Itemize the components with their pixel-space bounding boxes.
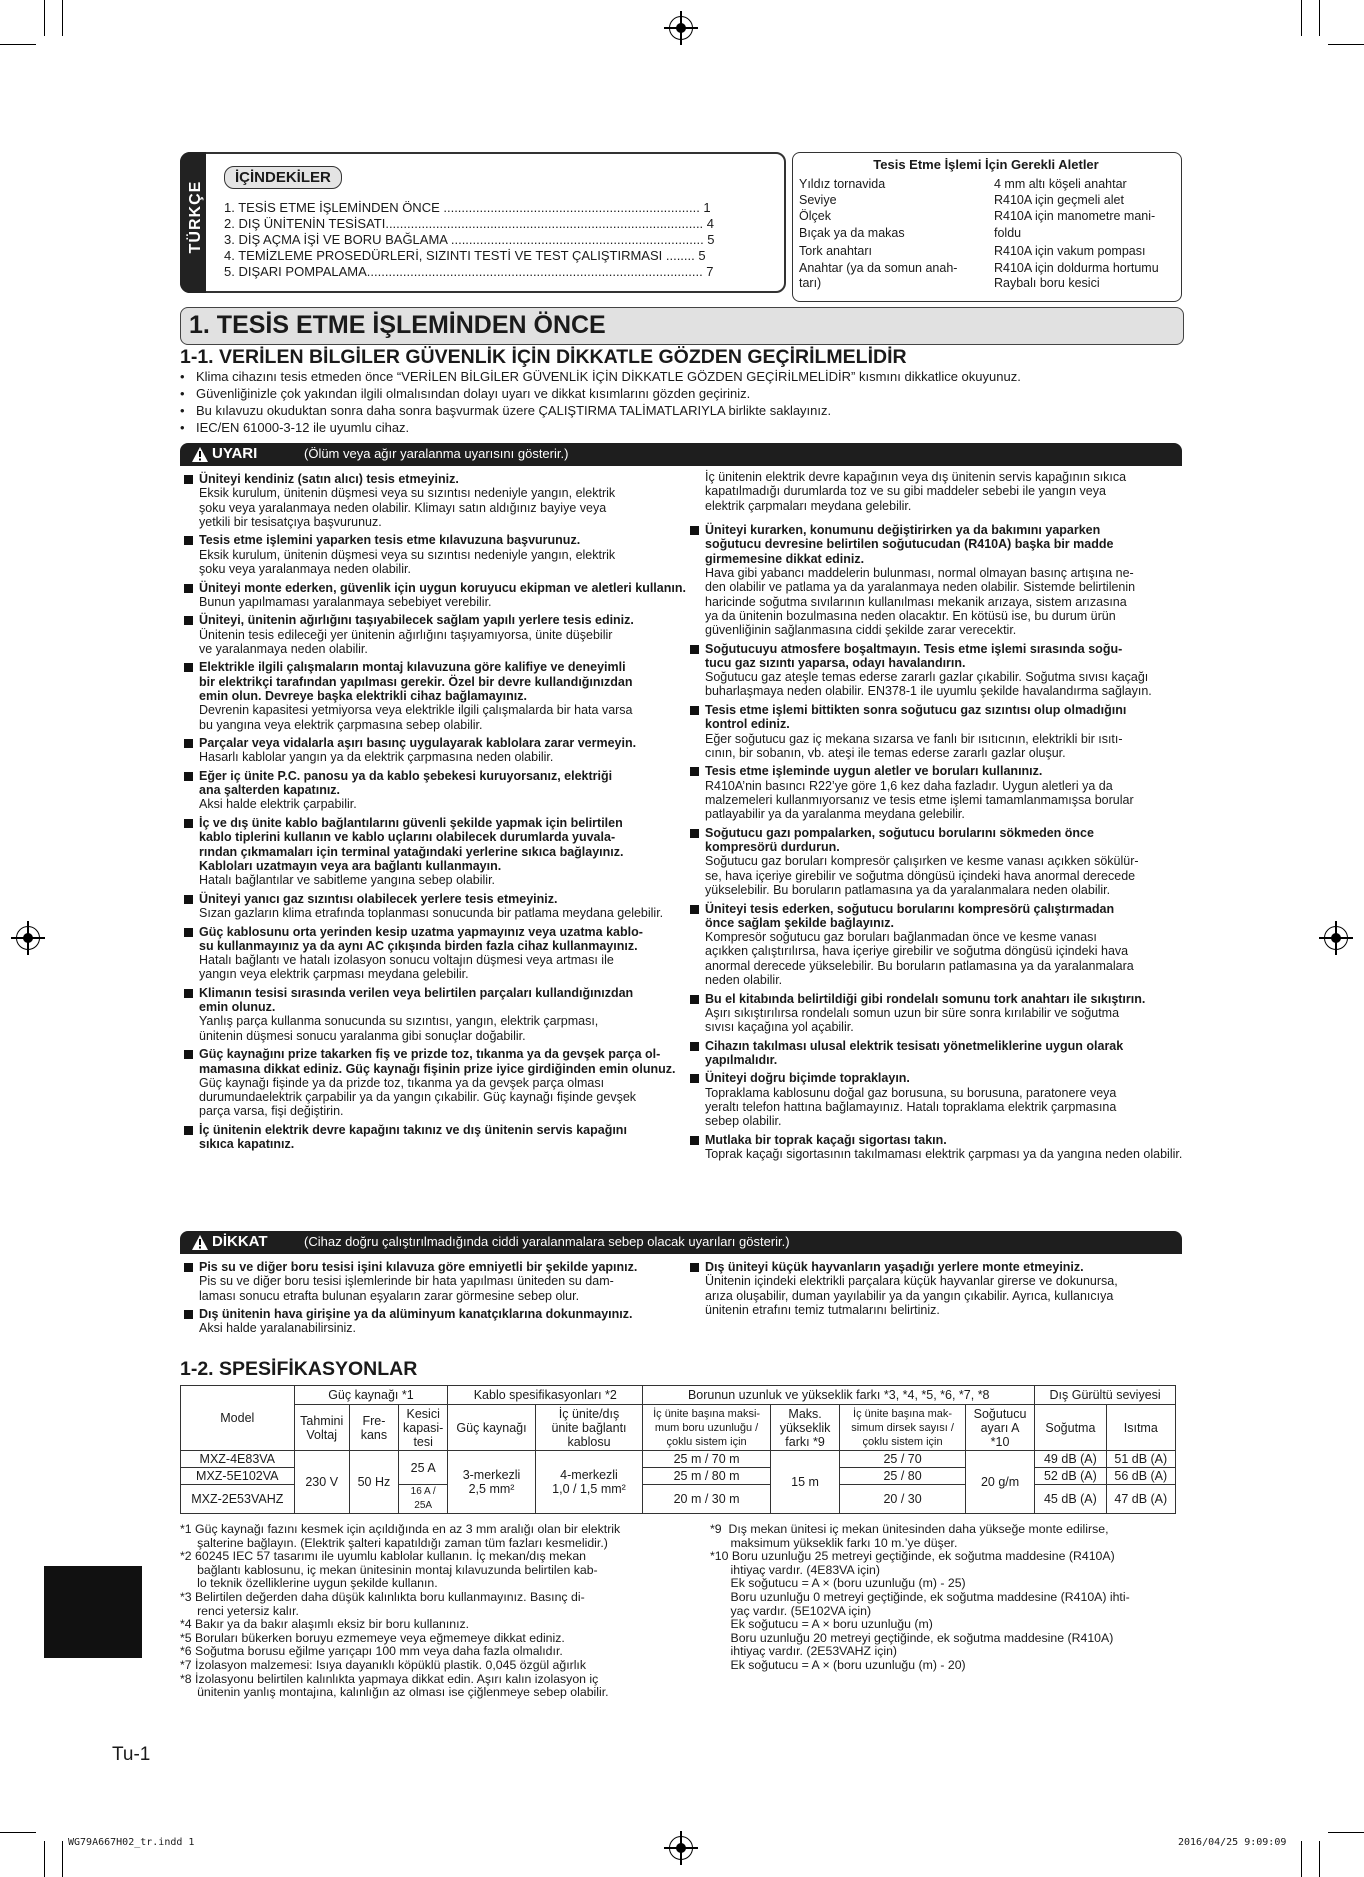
safety-item-text: Eksik kurulum, ünitenin düşmesi veya su sızıntısı nedeniyle yangın, elektrik (199, 486, 616, 501)
safety-item (690, 703, 1180, 760)
cell-frequency: 50 Hz (349, 1451, 398, 1514)
safety-item-text: yetkili bir tesisatçıya başvurunuz. (199, 514, 382, 529)
subsection-title: 1-1. VERİLEN BİLGİLER GÜVENLİK İÇİN DİKKATLE GÖZDEN GEÇİRİLMELİDİR (180, 346, 907, 368)
safety-item-text: durumundaelektrik çarpabilir ya da yangın çıkabilir. Güç kaynağı fişinde gevşek (199, 1090, 637, 1105)
safety-item-text: kapatılmadığı durumlarda toz ve su gibi maddeler sebebi ile yangın veya (705, 484, 1106, 499)
safety-item-text: Topraklama kablosunu doğal gaz borusuna, su borusuna, paratonere veya (705, 1085, 1117, 1100)
safety-item-heading: İç ve dış ünite kablo bağlantılarını güvenli şekilde yapmak için belirtilen (199, 816, 623, 830)
th-breaker: Kesici kapasi- tesi (399, 1405, 448, 1451)
safety-item-text: Devrenin kapasitesi yetmiyorsa veya elektrikle ilgili çalışmalarda bir hata varsa (199, 703, 633, 718)
tool-item: Ölçek (799, 209, 831, 223)
safety-item-text: Hasarlı kablolar yangın ya da elektrik çarpmasına neden olabilir. (199, 750, 554, 765)
safety-item-heading: Tesis etme işleminde uygun aletler ve boruları kullanınız. (705, 764, 1043, 779)
footnote-line: renci yetersiz kalır. (180, 1603, 299, 1618)
registration-mark-icon (669, 1836, 693, 1860)
safety-item-text: neden olabilir. (705, 973, 783, 987)
safety-item-text: buharlaşmaya neden olabilir. EN378-1 ile uyumlu şekilde havalandırma sağlayın. (705, 684, 1152, 699)
safety-item (690, 1071, 1180, 1128)
crop-mark (1301, 0, 1302, 36)
cell-bends: 25 / 70 (840, 1451, 966, 1468)
footnote-line: ihtiyaç vardır. (2E53VAHZ için) (710, 1644, 898, 1659)
safety-item-heading: kompresörü durdurun. (705, 840, 840, 855)
safety-item-text: İç ünitenin elektrik devre kapağının veya dış ünitenin servis kapağının sıkıca (705, 470, 1127, 484)
cell-connection: 4-merkezli 1,0 / 1,5 mm² (535, 1451, 643, 1514)
page-thumb-tab (44, 1566, 142, 1658)
cell-bends: 25 / 80 (840, 1468, 966, 1485)
safety-item-heading: Kabloları uzatmayın veya ara bağlantı kullanmayın. (199, 858, 502, 873)
safety-item-text: sıvısı kaçağına yol açabilir. (705, 1020, 854, 1035)
cell-heating: 56 dB (A) (1106, 1468, 1175, 1485)
square-bullet-icon (184, 584, 193, 593)
safety-item (184, 986, 680, 1043)
square-bullet-icon (184, 819, 193, 828)
footnote-line: *3 Belirtilen değerden daha düşük kalınlıkta boru kullanmayınız. Basınç di- (180, 1590, 585, 1604)
tool-item: R410A için geçmeli alet (994, 193, 1124, 207)
warning-desc: (Ölüm veya ağır yaralanma uyarısını gösterir.) (304, 446, 569, 461)
safety-item-heading: Güç kablosunu orta yerinden kesip uzatma yapmayınız veya uzatma kablo- (199, 924, 643, 939)
file-name: WG79A667H02_tr.indd 1 (68, 1837, 195, 1848)
safety-item-text: şoku veya yaralanmaya neden olabilir. (199, 561, 411, 576)
crop-mark (1328, 1832, 1364, 1833)
safety-item-text: açıkken çalıştırılırsa, hava içeriye girebilir ve soğutma döngüsü içindeki hava (705, 944, 1129, 959)
safety-item (184, 1047, 680, 1119)
safety-item (184, 1260, 680, 1303)
footnote-line: Ek soğutucu = A × (boru uzunluğu (m) - 25) (710, 1576, 966, 1591)
safety-item-text: elektrik çarpmaları meydana gelebilir. (705, 498, 912, 513)
th-supply: Güç kaynağı (448, 1405, 535, 1451)
safety-item-heading: Üniteyi monte ederken, güvenlik için uygun koruyucu ekipman ve aletleri kullanın. (199, 580, 686, 595)
safety-item-heading: Dış ünitenin hava girişine ya da alüminyum kanatçıklarına dokunmayınız. (199, 1306, 633, 1321)
th-pipe: Borunun uzunluk ve yükseklik farkı *3, *4, *5, *6, *7, *8 (643, 1386, 1035, 1405)
safety-item-text: ünitenin düşmesi sonucu yaralanma gibi sonuçlar doğabilir. (199, 1028, 526, 1043)
caution-label: DİKKAT (212, 1233, 268, 1250)
footnote-line: şalterine bağlayın. (Elektrik şalteri kapatıldığı zaman tüm fazları kesmelidir.) (180, 1535, 608, 1550)
toc-item[interactable]: 1. TESİS ETME İŞLEMİNDEN ÖNCE ....................................................................... 1 (224, 200, 711, 215)
tool-item: R410A için doldurma hortumu (994, 261, 1159, 275)
safety-item (184, 533, 680, 576)
square-bullet-icon (184, 928, 193, 937)
safety-item-text: Kompresör soğutucu gaz boruları bağlanmadan önce ve kesme vanası (705, 930, 1097, 945)
th-connection: İç ünite/dış ünite bağlantı kablosu (535, 1405, 643, 1451)
safety-item-heading: Tesis etme işlemini yaparken tesis etme kılavuzuna başvurunuz. (199, 533, 581, 548)
safety-item-text: Pis su ve diğer boru tesisi işlemlerinde bir hata yapılması üniteden su dam- (199, 1274, 614, 1289)
safety-item (690, 902, 1180, 988)
cell-breaker: 16 A / 25A (399, 1485, 448, 1514)
square-bullet-icon (184, 989, 193, 998)
footnote-line: *9 Dış mekan ünitesi iç mekan ünitesinden daha yükseğe monte edilirse, (710, 1522, 1109, 1536)
safety-item-text: ya da ünitenin bozulmasına neden olacaktır. En kötüsü ise, bu durum ürün (705, 608, 1116, 623)
footnote-line: *5 Boruları bükerken boruyu ezmemeye veya eğmemeye dikkat ediniz. (180, 1630, 565, 1645)
spec-table (180, 1385, 1176, 1514)
th-max-length: İç ünite başına maksi- mum boru uzunluğu / çoklu sistem için (643, 1405, 771, 1451)
safety-item-heading: bir elektrikçi tarafından yapılması gerekir. Özel bir devre kullandığınızdan (199, 674, 633, 689)
footnote-line: Ek soğutucu = A × (boru uzunluğu (m) - 20) (710, 1658, 966, 1672)
safety-item-heading: önce sağlam şekilde bağlayınız. (705, 915, 894, 930)
square-bullet-icon (184, 1310, 193, 1319)
bullet-item: • Klima cihazını tesis etmeden önce “VERİLEN BİLGİLER GÜVENLİK İÇİN DİKKATLE GÖZDEN GEÇİRİLMELİDİR” kısmını dikkatlice okuyunuz. (180, 369, 1021, 384)
footnote-line: lo teknik özelliklerine uygun şekilde kullanın. (180, 1576, 438, 1591)
tool-item: Anahtar (ya da somun anah- (799, 261, 958, 275)
footnote-line: bağlantı kablosunu, iç mekan ünitesinin montaj kılavuzunda belirtilen kab- (180, 1562, 598, 1577)
tool-item: foldu (994, 226, 1022, 240)
bullet-item: • IEC/EN 61000-3-12 ile uyumlu cihaz. (180, 420, 410, 435)
toc-item[interactable]: 5. DIŞARI POMPALAMA............................................................................................. 7 (224, 264, 714, 279)
safety-item-text: haricinde soğutma sıvılarının kullanılması mekanik arızaya, sistem arızasına (705, 594, 1127, 609)
safety-item-heading: yapılmalıdır. (705, 1052, 778, 1067)
safety-item-text: Eksik kurulum, ünitenin düşmesi veya su sızıntısı nedeniyle yangın, elektrik (199, 547, 616, 562)
square-bullet-icon (690, 1042, 699, 1051)
square-bullet-icon (184, 772, 193, 781)
footnote-line: *10 Boru uzunluğu 25 metreyi geçtiğinde, ek soğutma maddesine (R410A) (710, 1549, 1115, 1564)
safety-item-text: Soğutucu gaz boruları kompresör çalışırken ve kesme vanası açıkken sökülür- (705, 854, 1139, 869)
section-header (180, 307, 1184, 345)
cell-heating: 47 dB (A) (1106, 1485, 1175, 1514)
crop-mark (62, 1841, 63, 1877)
safety-item-text: anormal derecede yükselebilir. Bu boruların patlamasına ya da yaralanmalara (705, 958, 1134, 973)
safety-item-text: parça varsa, fişi değiştirin. (199, 1104, 344, 1119)
footnote-line: yaç vardır. (5E102VA için) (710, 1603, 872, 1618)
safety-item (184, 580, 686, 610)
safety-item-text: Ünitenin tesis edileceği yer ünitenin ağırlığını taşıyamıyorsa, ünite düşebilir (199, 627, 613, 642)
safety-item (184, 472, 680, 529)
safety-item-heading: Üniteyi yanıcı gaz sızıntısı olabilecek yerlere tesis etmeyiniz. (199, 891, 558, 906)
square-bullet-icon (184, 1050, 193, 1059)
footnote-line: ihtiyaç vardır. (4E83VA için) (710, 1562, 880, 1577)
square-bullet-icon (690, 706, 699, 715)
th-heating: Isıtma (1106, 1405, 1175, 1451)
toc-item[interactable]: 4. TEMİZLEME PROSEDÜRLERİ, SIZINTI TESTİ VE TEST ÇALIŞTIRMASI ........ 5 (224, 248, 706, 263)
safety-item-heading: Pis su ve diğer boru tesisi işini kılavuza göre emniyetli bir şekilde yapınız. (199, 1260, 638, 1274)
th-max-height: Maks. yükseklik farkı *9 (770, 1405, 839, 1451)
safety-item-text: yükselebilir. Bu boruların patlamasına ya da yaralanmalara neden olabilir. (705, 882, 1111, 897)
safety-item-text: Toprak kaçağı sigortasının takılmaması elektrik çarpması ya da yangına neden olabilir. (705, 1147, 1183, 1162)
safety-item-text: Güç kaynağı fişinde ya da prizde toz, tıkanma ya da gevşek parça olması (199, 1075, 605, 1090)
cell-model: MXZ-4E83VA (181, 1451, 295, 1468)
footnote-line: *6 Soğutma borusu eğilme yarıçapı 100 mm veya daha fazla olmalıdır. (180, 1644, 563, 1659)
safety-item-heading: İç ünitenin elektrik devre kapağını takınız ve dış ünitenin servis kapağını (199, 1123, 627, 1137)
safety-item (690, 523, 1180, 637)
cell-cooling: 49 dB (A) (1035, 1451, 1106, 1468)
safety-item (690, 992, 1180, 1035)
tool-item: tarı) (799, 276, 822, 290)
cell-charge: 20 g/m (965, 1451, 1034, 1514)
safety-item-text: patlayabilir ya da yaralanma meydana gelebilir. (705, 807, 965, 822)
tool-item: Seviye (799, 193, 837, 207)
safety-item-text: güvenliğinin sağlanmasına ciddi şekilde zarar verecektir. (705, 623, 1017, 638)
footnote-line: maksimum yükseklik farkı 10 m.’ye düşer. (710, 1535, 958, 1550)
safety-item-heading: Tesis etme işlemi bittikten sonra soğutucu gaz sızıntısı olup olmadığını (705, 703, 1127, 717)
toc-item[interactable]: 3. DİŞ AÇMA İŞİ VE BORU BAĞLAMA ...................................................................... 5 (224, 232, 715, 247)
crop-mark (0, 44, 36, 45)
registration-mark-icon (1324, 926, 1348, 950)
bullet-item: • Güvenliğinizle çok yakından ilgili olmalısından dolayı uyarı ve dikkat kısımlarını gözden geçiriniz. (180, 386, 751, 401)
safety-item-text: şoku veya yaralanmaya neden olabilir. Klimayı satın aldığınız bayiye veya (199, 500, 607, 515)
safety-item-heading: mamasına dikkat ediniz. Güç kaynağı fişinin prize iyice girdiğinden emin olunuz. (199, 1061, 676, 1076)
safety-item-text: sebep olabilir. (705, 1114, 782, 1129)
square-bullet-icon (184, 739, 193, 748)
safety-item (690, 1132, 1183, 1162)
cell-cooling: 45 dB (A) (1035, 1485, 1106, 1514)
tool-item: 4 mm altı köşeli anahtar (994, 177, 1127, 191)
safety-item-text: Eğer soğutucu gaz iç mekana sızarsa ve fanlı bir ısıtıcının, elektrikli bir ısıtı- (705, 731, 1123, 746)
square-bullet-icon (690, 905, 699, 914)
safety-item-heading: Elektrikle ilgili çalışmaların montaj kılavuzuna göre kalifiye ve deneyimli (199, 660, 626, 675)
th-cable: Kablo spesifikasyonları *2 (448, 1386, 643, 1405)
safety-item-text: Aşırı sıkıştırılırsa rondelalı somun uzun bir süre sonra kırılabilir ve soğutma (705, 1005, 1120, 1020)
th-power: Güç kaynağı *1 (294, 1386, 448, 1405)
safety-item-text: Hava gibi yabancı maddelerin bulunması, normal olmayan basınç artışına ne- (705, 565, 1134, 580)
safety-item-heading: Üniteyi, ünitenin ağırlığını taşıyabilecek sağlam yapılı yerlere tesis ediniz. (199, 613, 634, 628)
cell-length: 25 m / 80 m (643, 1468, 771, 1485)
safety-item (690, 826, 1180, 898)
safety-item-heading: rından çıkmamaları için terminal yatağındaki yerlerine sıkıca bağlayınız. (199, 844, 624, 859)
safety-item (184, 892, 680, 921)
square-bullet-icon (184, 536, 193, 545)
cell-length: 20 m / 30 m (643, 1485, 771, 1514)
footnote-line: *2 60245 IEC 57 tasarımı ile uyumlu kablolar kullanın. İç mekan/dış mekan (180, 1549, 587, 1564)
safety-item-heading: soğutucu devresine belirtilen soğutucudan (R410A) başka bir madde (705, 537, 1114, 552)
footnote-line: Boru uzunluğu 0 metreyi geçtiğinde, ek soğutma maddesine (R410A) ihti- (710, 1590, 1130, 1604)
footnote-line: *8 İzolasyonu belirtilen kalınlıkta yapmaya dikkat edin. Aşırı kalın izolasyon iç (180, 1671, 599, 1686)
cell-height: 15 m (770, 1451, 839, 1514)
language-tab (180, 152, 206, 293)
print-date: 2016/04/25 9:09:09 (1178, 1837, 1287, 1848)
registration-mark-icon (16, 926, 40, 950)
footnote-line: *7 İzolasyon malzemesi: Isıya dayanıklı köpüklü plastik. 0,045 özgül ağırlık (180, 1658, 587, 1672)
tool-item: Raybalı boru kesici (994, 276, 1100, 290)
section-title: 1. TESİS ETME İŞLEMİNDEN ÖNCE (189, 311, 606, 339)
square-bullet-icon (690, 829, 699, 838)
safety-item (690, 642, 1180, 699)
safety-item-heading: girmemesine dikkat ediniz. (705, 551, 865, 566)
safety-item-text: se, hava içeriye girebilir ve soğutma döngüsü içindeki hava anormal derecede (705, 868, 1136, 883)
safety-item-text: ünitenin etrafını temiz tutmalarını belirtiniz. (705, 1302, 940, 1317)
safety-item-heading: Üniteyi doğru biçimde topraklayın. (705, 1071, 910, 1086)
language-label: TÜRKÇE (187, 180, 204, 254)
bullet-text: Bu kılavuzu okuduktan sonra daha sonra başvurmak üzere ÇALIŞTIRMA TALİMATLARIYLA birlikte saklayınız. (196, 403, 832, 418)
safety-item-heading: Klimanın tesisi sırasında verilen veya belirtilen parçaları kullandığınızdan (199, 985, 634, 1000)
safety-item-text: arıza oluşabilir, duman yayılabilir ya da yangın çıkabilir. Ayrıca, kullanıcıya (705, 1288, 1114, 1303)
square-bullet-icon (184, 1126, 193, 1135)
safety-item (690, 1260, 1180, 1317)
safety-item-heading: Üniteyi kendiniz (satın alıcı) tesis etmeyiniz. (199, 472, 459, 486)
square-bullet-icon (690, 526, 699, 535)
crop-mark (44, 1841, 45, 1877)
tool-item: R410A için manometre mani- (994, 209, 1156, 223)
safety-item-heading: tucu gaz sızıntı yaparsa, odayı havalandırın. (705, 655, 966, 670)
safety-item-text: ve yaralanmaya neden olabilir. (199, 641, 368, 656)
square-bullet-icon (184, 663, 193, 672)
cell-voltage: 230 V (294, 1451, 349, 1514)
footnote-line: Boru uzunluğu 20 metreyi geçtiğinde, ek soğutma maddesine (R410A) (710, 1630, 1114, 1645)
safety-item-heading: Parçalar veya vidalarla aşırı basınç uygulayarak kablolara zarar vermeyin. (199, 736, 637, 751)
th-frequency: Fre- kans (349, 1405, 398, 1451)
safety-item-text: bu yangına veya elektrik çarpmasına sebep olabilir. (199, 717, 483, 732)
cell-model: MXZ-5E102VA (181, 1468, 295, 1485)
safety-item-heading: Üniteyi kurarken, konumunu değiştirirken ya da bakımını yaparken (705, 523, 1101, 537)
safety-item-text: Hatalı bağlantı ve hatalı izolasyon sonucu voltajın düşmesi veya artması ile (199, 953, 614, 968)
square-bullet-icon (690, 767, 699, 776)
crop-mark (0, 1832, 36, 1833)
square-bullet-icon (184, 895, 193, 904)
square-bullet-icon (184, 616, 193, 625)
safety-item-text: Hatalı bağlantılar ve sabitleme yangına sebep olabilir. (199, 873, 496, 888)
safety-item (184, 660, 680, 732)
square-bullet-icon (690, 1136, 699, 1145)
caution-desc: (Cihaz doğru çalıştırılmadığında ciddi yaralanmalara sebep olacak uyarıları gösterir.) (304, 1234, 790, 1249)
cell-heating: 51 dB (A) (1106, 1451, 1175, 1468)
safety-item (184, 613, 680, 656)
safety-item (184, 736, 680, 765)
th-noise: Dış Gürültü seviyesi (1035, 1386, 1176, 1405)
square-bullet-icon (184, 1263, 193, 1272)
th-voltage: Tahmini Voltaj (294, 1405, 349, 1451)
crop-mark (1319, 1841, 1320, 1877)
safety-item-text: laması sonucu etrafta bulunan eşyaların zarar görmesine sebep olur. (199, 1288, 580, 1303)
safety-item-heading: Eğer iç ünite P.C. panosu ya da kablo şebekesi kuruyorsanız, elektriği (199, 768, 613, 783)
bullet-text: IEC/EN 61000-3-12 ile uyumlu cihaz. (196, 420, 410, 435)
footnote-line: *1 Güç kaynağı fazını kesmek için açıldığında en az 3 mm aralığı olan bir elektrik (180, 1522, 621, 1536)
safety-item-heading: Soğutucuyu atmosfere boşaltmayın. Tesis etme işlemi sırasında soğu- (705, 641, 1123, 656)
tool-item: Yıldız tornavida (799, 177, 886, 191)
warning-triangle-icon (192, 447, 208, 462)
safety-item (690, 1039, 1180, 1068)
safety-item (184, 1307, 680, 1336)
safety-item (184, 769, 680, 812)
safety-item-text: Yanlış parça kullanma sonucunda su sızıntısı, yangın, elektrik çarpması, (199, 1014, 599, 1029)
safety-item-heading: su kullanmayınız ya da aynı AC çıkışında birden fazla cihaz kullanmayınız. (199, 938, 638, 953)
cell-cooling: 52 dB (A) (1035, 1468, 1106, 1485)
spec-title: 1-2. SPESİFİKASYONLAR (180, 1358, 418, 1380)
crop-mark (62, 0, 63, 36)
warning-label: UYARI (212, 445, 258, 462)
safety-item-heading: Cihazın takılması ulusal elektrik tesisatı yönetmeliklerine uygun olarak (705, 1038, 1124, 1053)
safety-item-heading: Soğutucu gazı pompalarken, soğutucu borularını sökmeden önce (705, 825, 1094, 840)
square-bullet-icon (690, 1074, 699, 1083)
th-model: Model (181, 1386, 295, 1451)
tool-item: Tork anahtarı (799, 244, 872, 258)
safety-item-heading: Mutlaka bir toprak kaçağı sigortası takın. (705, 1132, 947, 1147)
cell-supply: 3-merkezli 2,5 mm² (448, 1451, 535, 1514)
footnote-line: ünitenin yanlış montajına, kalınlığın az olması ise çiğlenmeye sebep olabilir. (180, 1685, 609, 1700)
footnote-line: Ek soğutucu = A × boru uzunluğu (m) (710, 1617, 933, 1632)
safety-item-text: Ünitenin içindeki elektrikli parçalara küçük hayvanlar girerse ve dokunursa, (705, 1274, 1118, 1289)
bullet-text: Klima cihazını tesis etmeden önce “VERİLEN BİLGİLER GÜVENLİK İÇİN DİKKATLE GÖZDEN GEÇİRİLMELİDİR” kısmını dikkatlice okuyunuz. (196, 369, 1021, 384)
th-bends: İç ünite başına mak- simum dirsek sayısı / çoklu sistem için (840, 1405, 966, 1451)
safety-item-text: den olabilir ve patlama ya da yaralanmaya neden olabilir. Sistemde belirtilenin (705, 580, 1136, 595)
safety-item (184, 816, 680, 888)
safety-item-heading: Dış üniteyi küçük hayvanların yaşadığı yerlere monte etmeyiniz. (705, 1260, 1084, 1274)
safety-item (184, 1123, 680, 1152)
footnote-line: *4 Bakır ya da bakır alaşımlı eksiz bir boru kullanınız. (180, 1617, 470, 1632)
safety-item-text: cının, bir sobanın, vb. ateşi ile temas ederse zararlı gazlar oluşur. (705, 745, 1066, 760)
safety-item (690, 764, 1180, 821)
safety-item-heading: ana şalterden kapatınız. (199, 783, 341, 798)
square-bullet-icon (690, 1263, 699, 1272)
safety-item-heading: kontrol ediniz. (705, 717, 790, 732)
tools-title: Tesis Etme İşlemi İçin Gerekli Aletler (873, 157, 1099, 172)
page-number: Tu-1 (112, 1744, 151, 1765)
caution-bar (180, 1231, 1182, 1254)
safety-item-text: Soğutucu gaz ateşle temas ederse zararlı gazlar çıkabilir. Soğutma sıvısı kaçağı (705, 670, 1149, 685)
cell-bends: 20 / 30 (840, 1485, 966, 1514)
safety-item-text: Sızan gazların klima etrafında toplanması sonucunda bir patlama meydana gelebilir. (199, 905, 664, 920)
bullet-item: • Bu kılavuzu okuduktan sonra daha sonra başvurmak üzere ÇALIŞTIRMA TALİMATLARIYLA birlikte saklayınız. (180, 403, 832, 418)
safety-item-heading: Bu el kitabında belirtildiği gibi rondelalı somunu tork anahtarı ile sıkıştırın. (705, 991, 1146, 1006)
crop-mark (1328, 44, 1364, 45)
safety-item-text: Aksi halde yaralanabilirsiniz. (199, 1321, 357, 1336)
safety-item-text: malzemeleri kullanmıyorsanız ve tesis etme işlemi tamamlanmamışsa borular (705, 792, 1134, 807)
toc-title: İÇİNDEKİLER (224, 166, 342, 189)
safety-item-heading: Güç kaynağını prize takarken fiş ve prizde toz, tıkanma ya da gevşek parça ol- (199, 1047, 661, 1062)
safety-item-text: yeraltı telefon hattına bağlamayınız. Hatalı topraklama elektrik çarpmasına (705, 1099, 1117, 1114)
warning-triangle-icon (192, 1235, 208, 1250)
th-cooling: Soğutma (1035, 1405, 1106, 1451)
crop-mark (44, 0, 45, 36)
th-charge: Soğutucu ayarı A *10 (965, 1405, 1034, 1451)
safety-item-text: Aksi halde elektrik çarpabilir. (199, 797, 357, 812)
crop-mark (1319, 0, 1320, 36)
bullet-text: Güvenliğinizle çok yakından ilgili olmalısından dolayı uyarı ve dikkat kısımlarını gözden geçiriniz. (196, 386, 751, 401)
safety-item-heading: kablo tiplerini kullanın ve kablo uçlarını olabilecek durumlarda yuvala- (199, 830, 616, 845)
safety-item-text: R410A’nin basıncı R22’ye göre 1,6 kez daha fazladır. Uygun aletleri ya da (705, 778, 1113, 793)
safety-item-text: Bunun yapılmaması yaralanmaya sebebiyet verebilir. (199, 594, 492, 609)
safety-item-heading: Üniteyi tesis ederken, soğutucu borularını kompresörü çalıştırmadan (705, 901, 1115, 916)
safety-item-text: yangın veya elektrik çarpması meydana gelebilir. (199, 967, 469, 982)
square-bullet-icon (690, 645, 699, 654)
toc-item[interactable]: 2. DIŞ ÜNİTENİN TESİSATI........................................................................................ 4 (224, 216, 715, 231)
cell-breaker: 25 A (399, 1451, 448, 1485)
safety-item-heading: sıkıca kapatınız. (199, 1137, 295, 1152)
crop-mark (1301, 1841, 1302, 1877)
safety-item (184, 925, 680, 982)
safety-item-heading: emin olunuz. (199, 1000, 276, 1015)
warning-bar (180, 443, 1182, 466)
tool-item: Bıçak ya da makas (799, 226, 905, 240)
safety-item-heading: emin olun. Devreye başka elektrikli cihaz bağlamayınız. (199, 688, 527, 703)
square-bullet-icon (690, 995, 699, 1004)
cell-model: MXZ-2E53VAHZ (181, 1485, 295, 1514)
square-bullet-icon (184, 475, 193, 484)
tool-item: R410A için vakum pompası (994, 244, 1146, 258)
registration-mark-icon (669, 16, 693, 40)
cell-length: 25 m / 70 m (643, 1451, 771, 1468)
